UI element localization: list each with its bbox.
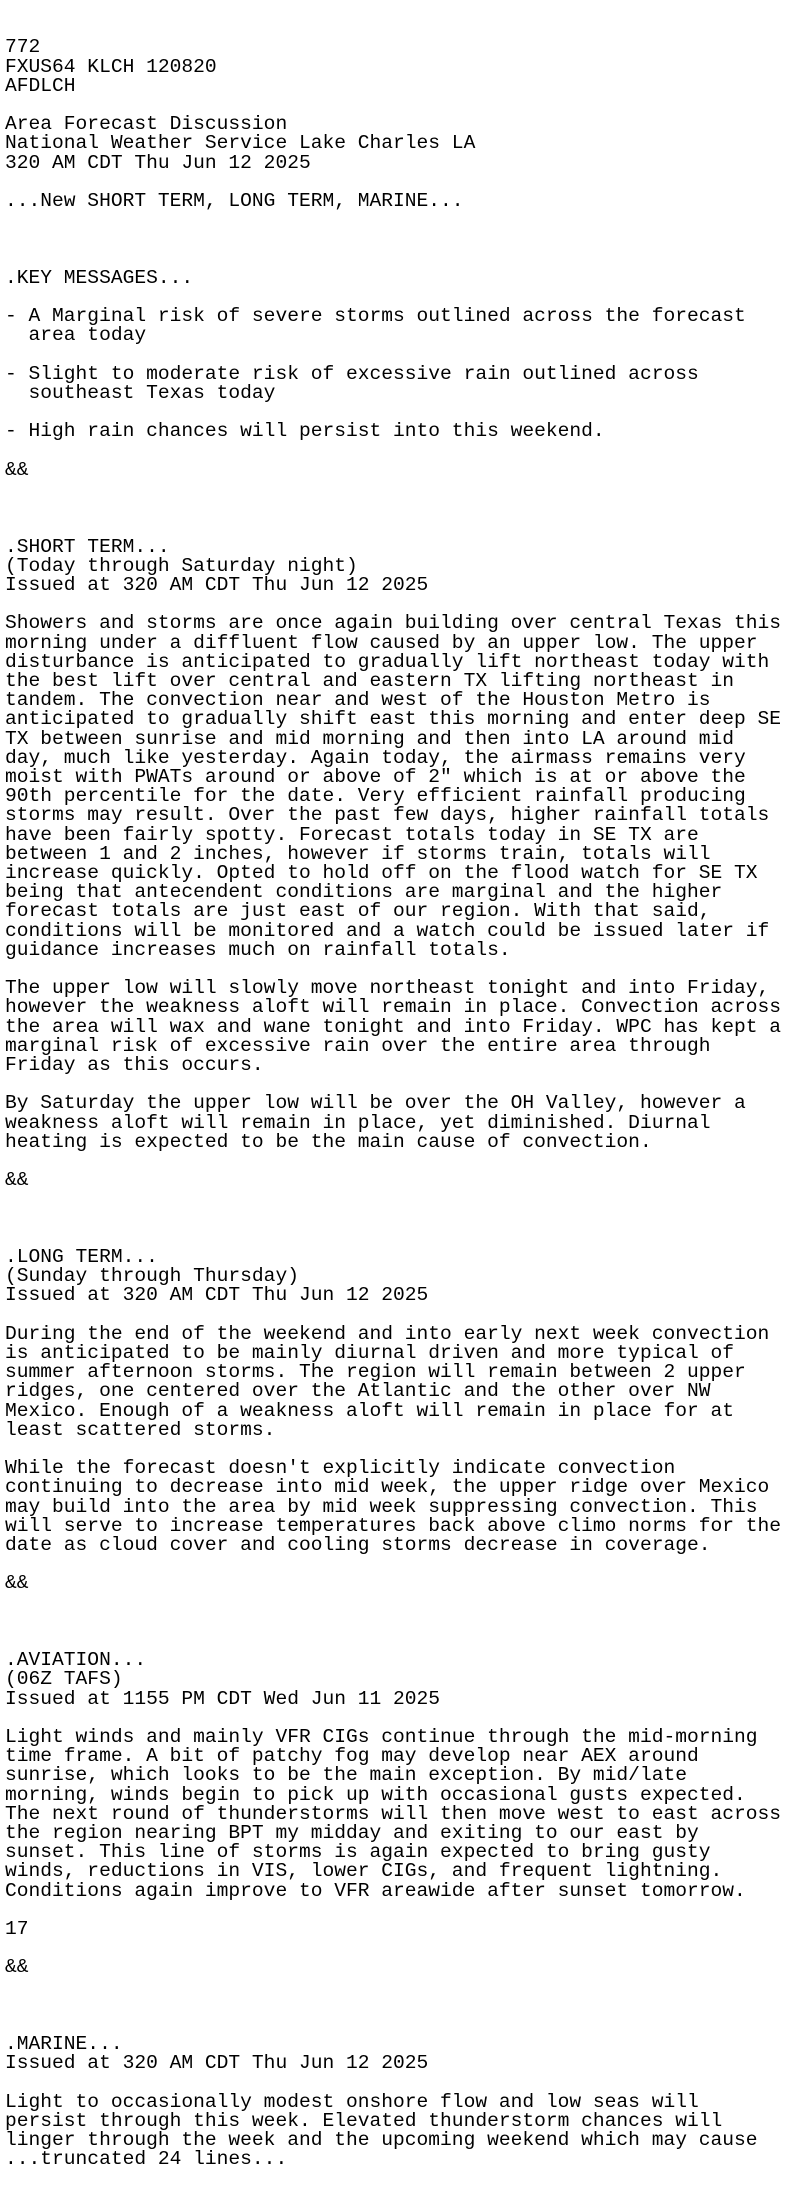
text-line: Light to occasionally modest onshore flow and low seas will [5,2090,699,2113]
text-line: && [5,1169,29,1192]
text-line: forecast totals are just east of our region. With that said, [5,900,711,923]
text-line: being that antecendent conditions are marginal and the higher [5,881,723,904]
text-line: .AVIATION... [5,1649,147,1672]
text-line: linger through the week and the upcoming weekend which may cause [5,2129,758,2152]
text-line [5,1901,802,1920]
text-line: time frame. A bit of patchy fog may develop near AEX around [5,1745,699,1768]
text-line: however the weakness aloft will remain in place. Convection across [5,996,782,1019]
text-line: && [5,1956,29,1979]
text-line: continuing to decrease into mid week, the upper ridge over Mexico [5,1476,770,1499]
text-line: date as cloud cover and cooling storms decrease in coverage. [5,1534,711,1557]
text-line: By Saturday the upper low will be over the OH Valley, however a [5,1092,746,1115]
text-line: Friday as this occurs. [5,1054,264,1077]
text-line: the region nearing BPT my midday and exiting to our east by [5,1822,699,1845]
text-line: tandem. The convection near and west of the Houston Metro is [5,689,711,712]
text-line: && [5,458,29,481]
text-line: Area Forecast Discussion [5,113,288,136]
text-line [5,480,802,499]
text-line: summer afternoon storms. The region will remain between 2 upper [5,1361,746,1384]
text-line: have been fairly spotty. Forecast totals today in SE TX are [5,823,699,846]
text-line: weakness aloft will remain in place, yet diminished. Diurnal [5,1111,711,1134]
text-line: .SHORT TERM... [5,535,170,558]
text-line: (Today through Saturday night) [5,554,358,577]
text-line [5,442,802,461]
text-line: the area will wax and wane tonight and into Friday. WPC has kept a [5,1015,782,1038]
marine-section [5,2035,802,2169]
text-line: sunset. This line of storms is again expected to bring gusty [5,1841,711,1864]
key-messages-section [5,266,802,499]
text-line [5,346,802,365]
text-line: ...New SHORT TERM, LONG TERM, MARINE... [5,190,464,212]
text-line: 772 [5,36,41,59]
text-line: persist through this week. Elevated thunderstorm chances will [5,2110,723,2132]
text-line [5,1306,802,1325]
text-line: National Weather Service Lake Charles LA [5,132,476,155]
aviation-section [5,1651,802,1997]
text-line [5,1152,802,1171]
text-line: && [5,1572,29,1595]
long-term-section [5,1248,802,1613]
text-line: 320 AM CDT Thu Jun 12 2025 [5,151,311,174]
text-line: - Slight to moderate risk of excessive rain outlined across [5,362,699,385]
text-line [5,1555,802,1574]
text-line [5,1190,802,1209]
text-line: conditions will be monitored and a watch could be issued later if [5,919,770,942]
text-line [5,1978,802,1997]
text-line: least scattered storms. [5,1418,276,1441]
text-line: Showers and storms are once again building over central Texas this [5,612,782,635]
product-header [5,38,802,230]
text-line: marginal risk of excessive rain over the entire area through [5,1034,711,1057]
text-line: AFDLCH [5,74,76,97]
text-line: (Sunday through Thursday) [5,1265,299,1288]
text-line: the best lift over central and eastern TX lifting northeast in [5,669,735,692]
text-line: 17 [5,1918,29,1941]
text-line: storms may result. Over the past few days, higher rainfall totals [5,804,770,827]
text-line: .LONG TERM... [5,1246,158,1268]
text-line: morning, winds begin to pick up with occasional gusts expected. [5,1783,746,1806]
text-line: Issued at 320 AM CDT Thu Jun 12 2025 [5,573,429,596]
text-line: is anticipated to be mainly diurnal driven and more typical of [5,1342,735,1364]
text-line [5,1594,802,1613]
text-line: disturbance is anticipated to gradually lift northeast today with [5,650,770,673]
text-line [5,211,802,230]
text-line: day, much like yesterday. Again today, the airmass remains very [5,746,746,769]
text-line: guidance increases much on rainfall totals. [5,938,511,961]
text-line: FXUS64 KLCH 120820 [5,55,217,78]
text-line: (06Z TAFS) [5,1668,123,1691]
text-line: between 1 and 2 inches, however if storms train, totals will [5,842,711,865]
text-line: Issued at 320 AM CDT Thu Jun 12 2025 [5,2052,429,2075]
text-line: Conditions again improve to VFR areawide after sunset tomorrow. [5,1879,746,1902]
text-line [5,2074,802,2093]
text-line: Issued at 1155 PM CDT Wed Jun 11 2025 [5,1687,441,1710]
text-line: TX between sunrise and mid morning and then into LA around mid [5,727,735,750]
text-line: Light winds and mainly VFR CIGs continue through the mid-morning [5,1726,758,1748]
text-line: southeast Texas today [5,381,276,404]
text-line: - High rain chances will persist into this weekend. [5,420,605,443]
text-line: Mexico. Enough of a weakness aloft will remain in place for at [5,1399,735,1422]
text-line: anticipated to gradually shift east this morning and enter deep SE [5,708,782,731]
text-line [5,1939,802,1958]
text-line: ...truncated 24 lines... [5,2148,288,2171]
text-line: area today [5,324,147,347]
text-line: The upper low will slowly move northeast tonight and into Friday, [5,977,770,1000]
text-line: 90th percentile for the date. Very efficient rainfall producing [5,785,746,808]
text-line: While the forecast doesn't explicitly indicate convection [5,1457,676,1480]
text-line: .MARINE... [5,2033,123,2056]
text-line: will serve to increase temperatures back above climo norms for the [5,1514,782,1537]
text-line: increase quickly. Opted to hold off on the flood watch for SE TX [5,862,758,884]
text-line: During the end of the weekend and into early next week convection [5,1322,770,1345]
text-line: .KEY MESSAGES... [5,266,194,289]
text-line: winds, reductions in VIS, lower CIGs, and frequent lightning. [5,1860,723,1883]
text-line: moist with PWATs around or above of 2" which is at or above the [5,765,746,788]
text-line: may build into the area by mid week suppressing convection. This [5,1495,758,1518]
short-term-section [5,535,802,1210]
text-line: Issued at 320 AM CDT Thu Jun 12 2025 [5,1284,429,1307]
text-line: The next round of thunderstorms will then move west to east across [5,1802,782,1825]
text-line: heating is expected to be the main cause of convection. [5,1130,652,1153]
text-line: morning under a diffluent flow caused by an upper low. The upper [5,631,758,654]
text-line: ridges, one centered over the Atlantic and the other over NW [5,1380,711,1403]
text-line: sunrise, which looks to be the main exception. By mid/late [5,1764,687,1787]
text-line: - A Marginal risk of severe storms outlined across the forecast [5,305,746,328]
